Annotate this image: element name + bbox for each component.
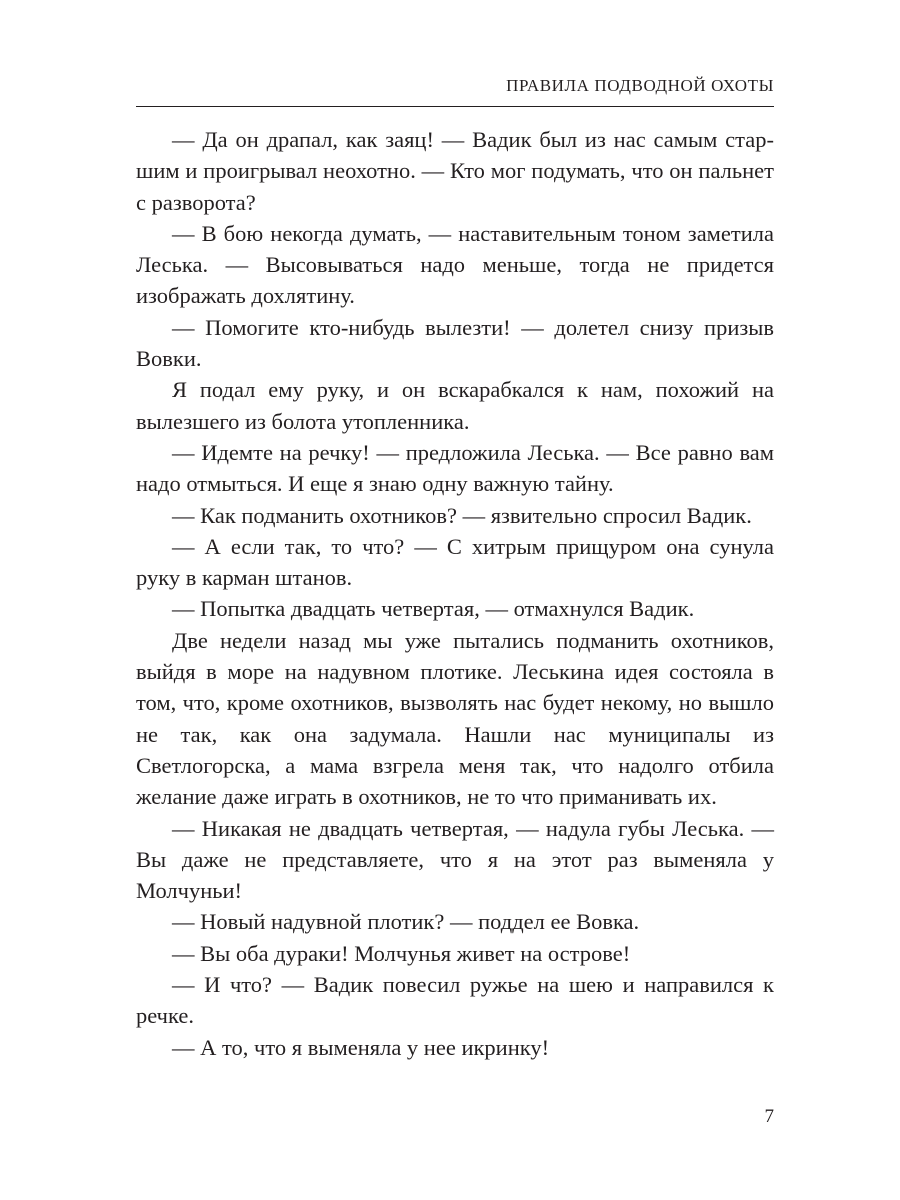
paragraph: — А то, что я выменяла у нее икринку! (172, 1034, 550, 1060)
body-text (136, 124, 774, 1063)
running-head: ПРАВИЛА ПОДВОДНОЙ ОХОТЫ (506, 76, 774, 95)
header-rule (136, 106, 774, 107)
paragraph: — Идемте на речку! — предложила Леська. — Все равно вам надо отмыться. И еще я знаю одну важную тайну. (136, 439, 774, 497)
paragraph: — В бою некогда думать, — наставительным тоном заметила Леська. — Высовываться надо меньше, тогда не придется изображать дохлятину. (136, 220, 774, 309)
paragraph: — Никакая не двадцать четвертая, — надула губы Леська. — Вы даже не представляете, что я на этот раз выменяла у Молчуньи! (136, 815, 774, 904)
page-number: 7 (764, 1106, 774, 1127)
paragraph: — Как подманить охотников? — язвительно спросил Вадик. (172, 502, 752, 528)
paragraph: — Помогите кто-нибудь вылезти! — долетел снизу призыв Вовки. (136, 314, 774, 372)
paragraph: — Попытка двадцать четвертая, — отмахнулся Вадик. (172, 596, 695, 622)
paragraph: — А если так, то что? — С хитрым прищуром она сунула руку в карман штанов. (136, 533, 774, 591)
paragraph: Две недели назад мы уже пытались подманить охотников, выйдя в море на надувном плотике. Леськина идея состояла в том, что, кроме охотников, вызволять нас будет некому, но вышло не так, как она задумала. Нашли нас муниципалы из Светлогорска, а мама взгрела меня так, что надолго отбила желание даже играть в охотников, не то что приманивать их. (136, 627, 774, 810)
paragraph: — Новый надувной плотик? — поддел ее Вовка. (172, 909, 640, 935)
paragraph: — И что? — Вадик повесил ружье на шею и направился к речке. (136, 972, 774, 1029)
paragraph: Я подал ему руку, и он вскарабкался к нам, похожий на вылезшего из болота утопленника. (136, 377, 774, 434)
paragraph: — Да он драпал, как заяц! — Вадик был из нас самым старшим и проигрывал неохотно. — Кто мог подумать, что он пальнет с разворота? (136, 127, 774, 215)
paragraph: — Вы оба дураки! Молчунья живет на острове! (172, 940, 631, 966)
